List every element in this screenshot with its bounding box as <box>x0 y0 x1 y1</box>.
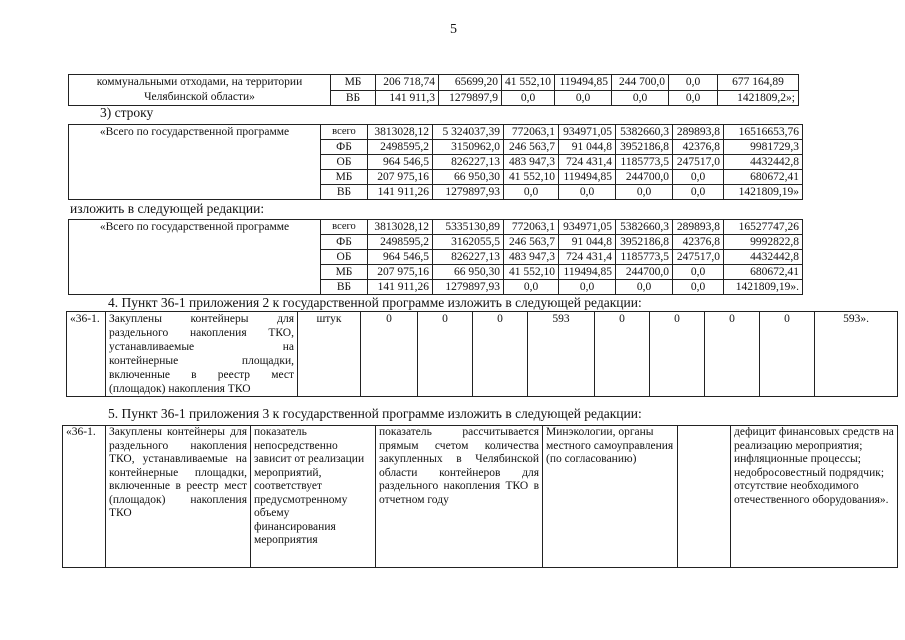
paragraph-5: 5. Пункт 36-1 приложения 3 к государственной программе изложить в следующей редакции: <box>108 406 642 421</box>
table-cell: 677 164,89 <box>718 75 799 91</box>
description-line: включенные в реестр мест <box>109 369 294 381</box>
table-cell: 3813028,12 <box>368 220 433 235</box>
table-item-36-1-appendix-2 <box>66 311 898 397</box>
table-cell: 5335130,89 <box>433 220 504 235</box>
table-row <box>69 220 803 235</box>
table-cell: 119494,85 <box>559 170 616 185</box>
table-cell: 593». <box>815 312 898 397</box>
table-cell: 0 <box>473 312 528 397</box>
funding-source: ФБ <box>321 140 368 155</box>
table-cell: 0,0 <box>502 90 555 106</box>
table-cell: 0,0 <box>673 170 724 185</box>
table-old-total <box>68 124 803 200</box>
description-line: контейнерные площадки, <box>109 355 294 367</box>
indicator-relation: показатель непосредственно зависит от реализации мероприятий, соответствует предусмотренному объему финансирования мероприятия <box>251 426 376 568</box>
funding-source: ВБ <box>321 280 368 295</box>
table-item-36-1-appendix-3 <box>62 425 898 568</box>
table-cell: 483 947,3 <box>504 250 559 265</box>
funding-source: ФБ <box>321 235 368 250</box>
description-line: раздельного накопления ТКО, <box>109 327 294 339</box>
heading-new-edition: изложить в следующей редакции: <box>70 201 265 216</box>
table-cell: 289893,8 <box>673 220 724 235</box>
table-cell: 826227,13 <box>433 250 504 265</box>
table-cell: 593 <box>528 312 595 397</box>
funding-source: ОБ <box>321 250 368 265</box>
unit: штук <box>298 312 361 397</box>
risks: дефицит финансовых средств на реализацию мероприятия; инфляционные процессы; недобросовестный подрядчик; отсутствие необходимого отечественного оборудования». <box>731 426 898 568</box>
table-cell: 42376,8 <box>673 235 724 250</box>
table-cell: 9992822,8 <box>724 235 803 250</box>
table-cell: 0,0 <box>559 280 616 295</box>
table-row <box>67 312 898 397</box>
table-cell: 41 552,10 <box>502 75 555 91</box>
label-line: коммунальными отходами, на территории <box>96 76 303 88</box>
table-cell: 246 563,7 <box>504 140 559 155</box>
item-number: «36-1. <box>67 312 106 397</box>
funding-source: всего <box>321 125 368 140</box>
table-cell: 1421809,19» <box>724 185 803 200</box>
table-cell: 244700,0 <box>616 170 673 185</box>
table-cell: 0,0 <box>555 90 612 106</box>
table-new-total <box>68 219 803 295</box>
table-cell: 483 947,3 <box>504 155 559 170</box>
heading-3-stroku: 3) строку <box>100 105 154 120</box>
description-line: устанавливаемые на <box>109 341 294 353</box>
table-fragment-top <box>68 74 799 106</box>
funding-source: ОБ <box>321 155 368 170</box>
table-cell: 0,0 <box>673 185 724 200</box>
table-cell: 0,0 <box>504 280 559 295</box>
table-cell: 2498595,2 <box>368 140 433 155</box>
table-cell: 0 <box>760 312 815 397</box>
table-cell: 5382660,3 <box>616 220 673 235</box>
table-cell: 16527747,26 <box>724 220 803 235</box>
table-cell: 1421809,2»; <box>718 90 799 106</box>
funding-source: ВБ <box>331 90 376 106</box>
table-cell: 724 431,4 <box>559 250 616 265</box>
funding-source: МБ <box>321 265 368 280</box>
table-cell: 1279897,9 <box>439 90 502 106</box>
table-cell: 0 <box>705 312 760 397</box>
table-cell: 680672,41 <box>724 170 803 185</box>
table-cell: 0 <box>650 312 705 397</box>
item-description <box>106 312 298 397</box>
table-cell: 934971,05 <box>559 125 616 140</box>
table-cell: 0,0 <box>669 75 718 91</box>
table-cell: 0,0 <box>612 90 669 106</box>
table-cell: 0 <box>418 312 473 397</box>
table-cell: 1421809,19». <box>724 280 803 295</box>
funding-source: МБ <box>321 170 368 185</box>
table-cell: 772063,1 <box>504 125 559 140</box>
row-label <box>69 75 331 106</box>
table-cell: 0,0 <box>559 185 616 200</box>
table-cell: 772063,1 <box>504 220 559 235</box>
table-cell: 964 546,5 <box>368 250 433 265</box>
table-cell: 16516653,76 <box>724 125 803 140</box>
table-cell: 206 718,74 <box>376 75 439 91</box>
table-cell: 3813028,12 <box>368 125 433 140</box>
table-cell: 964 546,5 <box>368 155 433 170</box>
description-line: Закуплены контейнеры для <box>109 313 294 325</box>
funding-source: всего <box>321 220 368 235</box>
table-cell: 141 911,3 <box>376 90 439 106</box>
table-cell: 3150962,0 <box>433 140 504 155</box>
table-cell: 5 324037,39 <box>433 125 504 140</box>
table-cell: 3952186,8 <box>616 235 673 250</box>
table-cell: 3162055,5 <box>433 235 504 250</box>
table-cell: 1279897,93 <box>433 280 504 295</box>
table-cell: 247517,0 <box>673 155 724 170</box>
item-number: «36-1. <box>63 426 106 568</box>
table-cell: 0,0 <box>504 185 559 200</box>
empty-cell <box>678 426 731 568</box>
table-cell: 4432442,8 <box>724 250 803 265</box>
table-row <box>63 426 898 568</box>
table-cell: 41 552,10 <box>504 265 559 280</box>
table-cell: 1185773,5 <box>616 250 673 265</box>
table-cell: 207 975,16 <box>368 170 433 185</box>
table-cell: 41 552,10 <box>504 170 559 185</box>
table-cell: 3952186,8 <box>616 140 673 155</box>
description-line: (площадок) накопления ТКО <box>109 383 251 395</box>
table-cell: 724 431,4 <box>559 155 616 170</box>
table-cell: 1185773,5 <box>616 155 673 170</box>
table-cell: 680672,41 <box>724 265 803 280</box>
table-cell: 0,0 <box>673 280 724 295</box>
responsible-executor: Минэкологии, органы местного самоуправления (по согласованию) <box>543 426 678 568</box>
calculation-method: показатель рассчитывается прямым счетом количества закупленных в Челябинской области контейнеров для раздельного накопления ТКО в отчетном году <box>376 426 543 568</box>
table-cell: 2498595,2 <box>368 235 433 250</box>
table-cell: 0 <box>361 312 418 397</box>
table-cell: 826227,13 <box>433 155 504 170</box>
funding-source: ВБ <box>321 185 368 200</box>
table-cell: 0,0 <box>616 185 673 200</box>
table-cell: 0,0 <box>616 280 673 295</box>
table-cell: 0,0 <box>673 265 724 280</box>
table-cell: 66 950,30 <box>433 170 504 185</box>
table-cell: 0 <box>595 312 650 397</box>
table-cell: 66 950,30 <box>433 265 504 280</box>
label-line: Челябинской области» <box>144 91 255 103</box>
table-cell: 207 975,16 <box>368 265 433 280</box>
table-cell: 289893,8 <box>673 125 724 140</box>
table-cell: 65699,20 <box>439 75 502 91</box>
table-cell: 119494,85 <box>559 265 616 280</box>
table-cell: 244 700,0 <box>612 75 669 91</box>
table-cell: 244700,0 <box>616 265 673 280</box>
table-row <box>69 75 799 91</box>
row-label: «Всего по государственной программе <box>69 220 321 295</box>
row-label: «Всего по государственной программе <box>69 125 321 200</box>
table-cell: 42376,8 <box>673 140 724 155</box>
table-cell: 141 911,26 <box>368 280 433 295</box>
table-cell: 5382660,3 <box>616 125 673 140</box>
paragraph-4: 4. Пункт 36-1 приложения 2 к государственной программе изложить в следующей редакции: <box>108 295 642 310</box>
table-cell: 4432442,8 <box>724 155 803 170</box>
page-number: 5 <box>450 22 457 37</box>
indicator-name: Закуплены контейнеры для раздельного накопления ТКО, устанавливаемые на контейнерные площадки, включенные в реестр мест (площадок) накопления ТКО <box>106 426 251 568</box>
table-row <box>69 125 803 140</box>
table-cell: 91 044,8 <box>559 235 616 250</box>
table-cell: 141 911,26 <box>368 185 433 200</box>
funding-source: МБ <box>331 75 376 91</box>
table-cell: 247517,0 <box>673 250 724 265</box>
table-cell: 246 563,7 <box>504 235 559 250</box>
table-cell: 9981729,3 <box>724 140 803 155</box>
table-cell: 0,0 <box>669 90 718 106</box>
table-cell: 91 044,8 <box>559 140 616 155</box>
table-cell: 119494,85 <box>555 75 612 91</box>
table-cell: 1279897,93 <box>433 185 504 200</box>
table-cell: 934971,05 <box>559 220 616 235</box>
